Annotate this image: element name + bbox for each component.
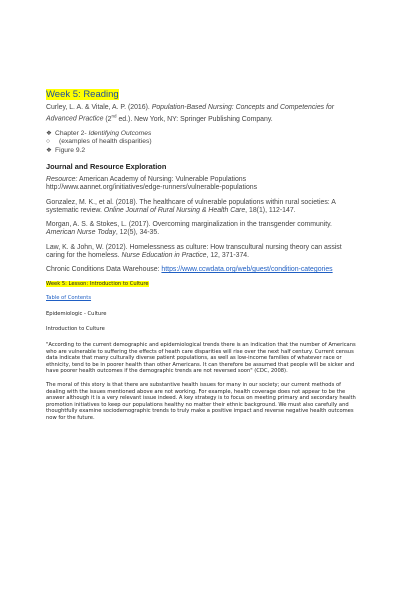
lesson-intro: Introduction to Culture	[46, 326, 105, 333]
diamond-bullet-icon: ❖	[46, 130, 52, 138]
list-item	[46, 138, 360, 146]
ccw-link[interactable]: https://www.ccwdata.org/web/guest/condition-categories	[161, 266, 333, 274]
week-reading-heading: Week 5: Reading	[46, 89, 119, 100]
textbook-edition: (2nd ed.). New York, NY: Springer Publishing Company.	[105, 113, 273, 123]
textbook-title: Population-Based Nursing: Concepts and Competencies for Advanced Practice	[46, 104, 335, 123]
chapter-note: (examples of health disparities)	[59, 138, 152, 146]
resource-gonzalez: Gonzalez, M. K., et al. (2018). The healthcare of vulnerable populations within rural societies: A systematic review. Online Journal of Rural Nursing & Health Care, 18(1), 112-147.	[46, 198, 336, 214]
journal-title: Nurse Education in Practice	[121, 252, 207, 260]
table-of-contents-link[interactable]: Table of Contents	[46, 295, 92, 302]
journal-title: Online Journal of Rural Nursing & Health Care	[103, 206, 246, 214]
list-item	[46, 130, 360, 138]
diamond-bullet-icon: ❖	[46, 146, 52, 154]
chapter-title: Identifying Outcomes	[88, 130, 152, 138]
lesson-subheading: Epidemiologic - Culture	[46, 310, 107, 317]
journal-title: American Nurse Today	[46, 229, 116, 237]
journal-heading: Journal and Resource Exploration	[46, 162, 167, 171]
list-item	[46, 147, 360, 155]
lesson-heading: Week 5: Lesson: Introduction to Culture	[46, 280, 149, 287]
resource-ccw: Chronic Conditions Data Warehouse: https://www.ccwdata.org/web/guest/condition-categories	[46, 266, 333, 274]
resource-url: http://www.aannet.org/initiatives/edge-runners/vulnerable-populations	[46, 184, 258, 192]
resource-aan: Resource: American Academy of Nursing: Vulnerable Populations http://www.aannet.org/initiatives/edge-runners/vulnerable-populations	[46, 176, 258, 192]
figure-reference: Figure 9.2	[55, 146, 86, 154]
circle-bullet-icon: ○	[46, 138, 51, 146]
lesson-moral: The moral of this story is that there are substantive health issues for many in our society; our current methods of dealing with the issues mentioned above are not working. For example, health coverage does not appear to be the answer although it is a very relevant issue indeed. A key strategy is to focus on meeting primary and secondary health promotion initiatives to keep our populations healthy no matter their ethnic background. We must also carefully and thoughtfully examine sociodemographic trends to truly make a positive impact and reverse negative health outcomes now for the future.	[46, 382, 356, 421]
chapter-list	[46, 130, 360, 155]
resource-morgan: Morgan, A. S. & Stokes, L. (2017). Overcoming marginalization in the transgender community. American Nurse Today, 12(5), 34-35.	[46, 221, 332, 237]
lesson-quote: "According to the current demographic and epidemiological trends there is an indication that the number of Americans who are vulnerable to suffering the effects of heath care disparities will rise over the next half century. Current census data indicate that many culturally diverse patient populations, as well as low-income families of whatever race or ethnicity, tend to be in poorer health than other Americans. It can therefore be assumed that people will be sicker and have poorer health outcomes if the demographic trends are not reversed soon" (CDC, 2008).	[46, 342, 356, 375]
resource-law: Law, K. & John, W. (2012). Homelessness as culture: How transcultural nursing theory can assist caring for the homeless. Nurse Education in Practice, 12, 371-374.	[46, 243, 342, 260]
textbook-authors: Curley, L. A. & Vitale, A. P. (2016).	[46, 104, 150, 111]
lesson-section	[46, 281, 360, 422]
chapter-label: Chapter 2-	[55, 130, 87, 138]
resource-prefix: Resource:	[46, 176, 78, 183]
textbook-citation	[46, 104, 360, 124]
